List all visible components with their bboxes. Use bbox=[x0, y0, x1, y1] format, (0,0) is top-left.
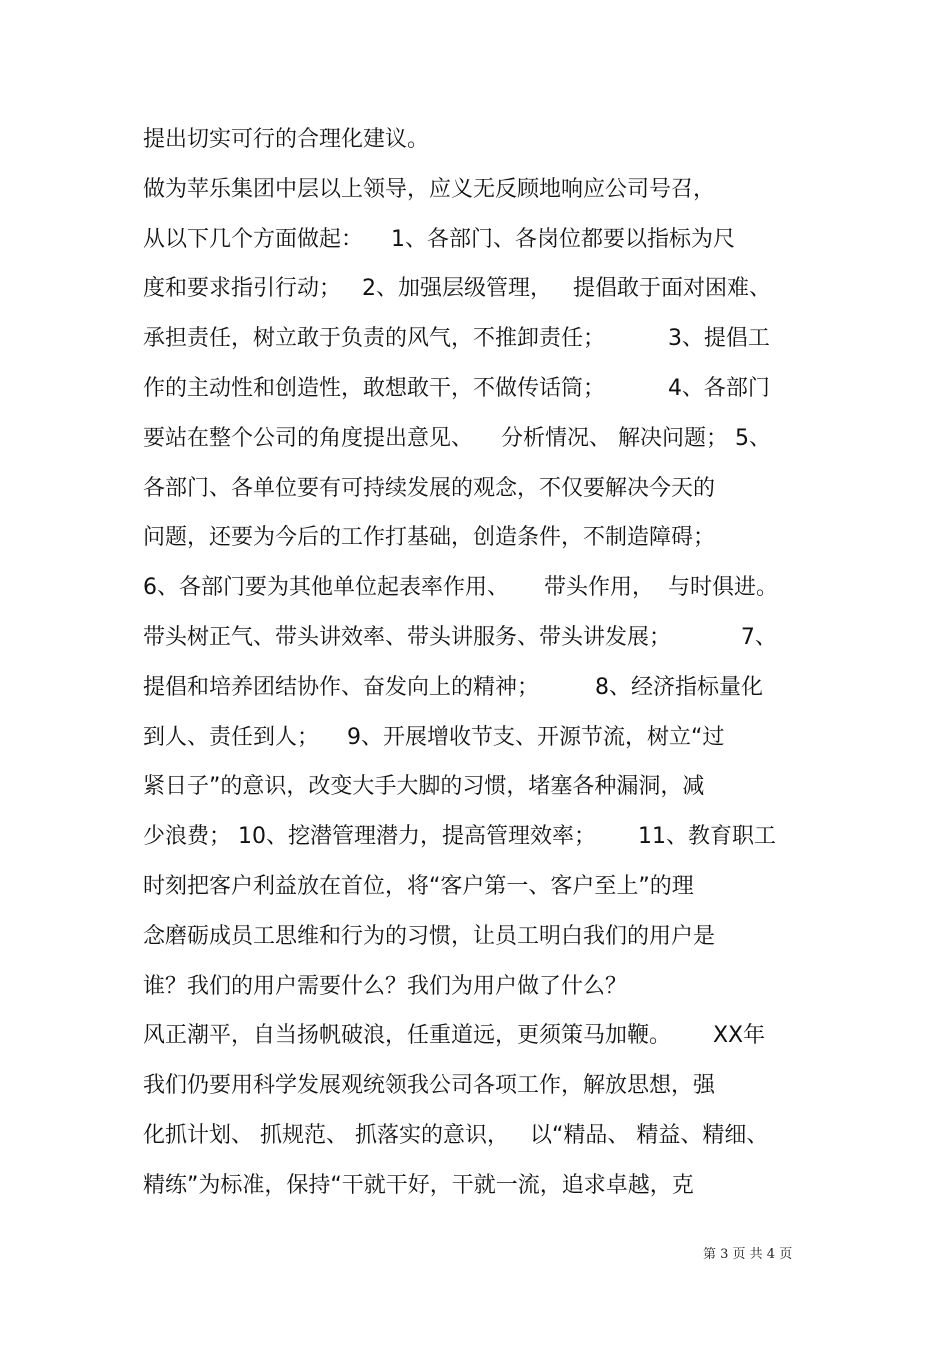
body-line-11: 带头树正气、带头讲效率、带头讲服务、带头讲发展； 7、 bbox=[143, 625, 777, 650]
body-line-13: 到人、责任到人； 9、开展增收节支、开源节流，树立“过 bbox=[143, 725, 725, 750]
body-line-16: 时刻把客户利益放在首位，将“客户第一、客户至上”的理 bbox=[143, 874, 694, 899]
body-line-20: 我们仍要用科学发展观统领我公司各项工作，解放思想，强 bbox=[143, 1073, 716, 1098]
body-line-14: 紧日子”的意识，改变大手大脚的习惯，堵塞各种漏洞，减 bbox=[143, 774, 705, 799]
body-line-5: 承担责任，树立敢于负责的风气，不推卸责任； 3、提倡工 bbox=[143, 326, 770, 351]
page-number-footer: 第 3 页 共 4 页 bbox=[703, 1247, 793, 1262]
body-line-8: 各部门、各单位要有可持续发展的观念，不仅要解决今天的 bbox=[143, 476, 716, 501]
body-line-19: 风正潮平，自当扬帆破浪，任重道远，更须策马加鞭。 XX年 bbox=[143, 1023, 766, 1048]
body-line-22: 精练”为标准，保持“干就干好，干就一流，追求卓越，克 bbox=[143, 1173, 694, 1198]
body-line-9: 问题，还要为今后的工作打基础，创造条件，不制造障碍； bbox=[143, 525, 716, 550]
body-line-1: 提出切实可行的合理化建议。 bbox=[143, 127, 430, 152]
body-line-10: 6、各部门要为其他单位起表率作用、 带头作用， 与时俱进。 bbox=[143, 575, 778, 600]
body-line-6: 作的主动性和创造性，敢想敢干，不做传话筒； 4、各部门 bbox=[143, 376, 770, 401]
body-line-2: 做为苹乐集团中层以上领导，应义无反顾地响应公司号召， bbox=[143, 177, 716, 202]
body-line-15: 少浪费； 10、挖潜管理潜力，提高管理效率； 11、教育职工 bbox=[143, 824, 776, 849]
body-line-4: 度和要求指引行动； 2、加强层级管理， 提倡敢于面对困难、 bbox=[143, 276, 771, 301]
body-line-12: 提倡和培养团结协作、奋发向上的精神； 8、经济指标量化 bbox=[143, 675, 763, 700]
body-line-17: 念磨砺成员工思维和行为的习惯，让员工明白我们的用户是 bbox=[143, 924, 716, 949]
body-line-7: 要站在整个公司的角度提出意见、 分析情况、 解决问题； 5、 bbox=[143, 426, 771, 451]
body-line-21: 化抓计划、 抓规范、 抓落实的意识， 以“精品、 精益、精细、 bbox=[143, 1123, 769, 1148]
body-line-18: 谁？我们的用户需要什么？我们为用户做了什么？ bbox=[143, 974, 628, 999]
body-line-3: 从以下几个方面做起： 1、各部门、各岗位都要以指标为尺 bbox=[143, 227, 735, 252]
